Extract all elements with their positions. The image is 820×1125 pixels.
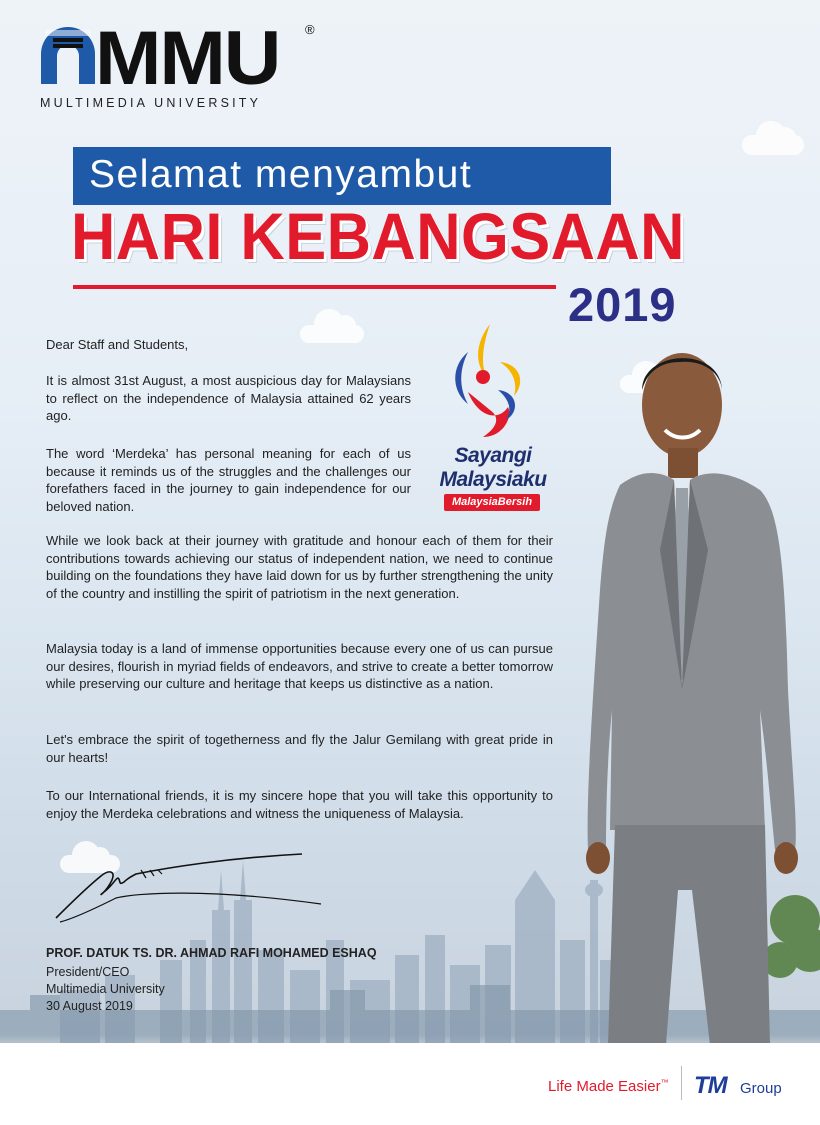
- tm-group-text: Group: [740, 1080, 782, 1097]
- headline-year: 2019: [568, 278, 677, 331]
- letter-salutation: Dear Staff and Students,: [46, 337, 189, 352]
- president-portrait: [570, 330, 820, 1045]
- sayangi-malaysiaku-logo: [428, 322, 558, 508]
- tagline-text: Life Made Easier: [548, 1078, 661, 1095]
- handwritten-signature: [46, 848, 346, 928]
- merdeka-emblem-icon: [428, 322, 558, 442]
- footer-tagline: [548, 1078, 669, 1095]
- malaysia-bersih-text: MalaysiaBersih: [451, 496, 533, 508]
- letter-paragraph: To our International friends, it is my sincere hope that you will take this opportunity to enjoy the Merdeka celebrations and witness the uniqueness of Malaysia.: [46, 788, 553, 821]
- signatory-name: PROF. DATUK TS. DR. AHMAD RAFI MOHAMED ESHAQ: [46, 946, 377, 960]
- cloud-decoration: [742, 135, 804, 155]
- letter-paragraph: It is almost 31st August, a most auspicious day for Malaysians to reflect on the independence of Malaysia attained 62 years ago.: [46, 373, 411, 423]
- malaysiaku-text: Malaysiaku: [439, 468, 547, 491]
- letter-paragraph: Let's embrace the spirit of togetherness and fly the Jalur Gemilang with great pride in our hearts!: [46, 732, 553, 765]
- headline-main: HARI KEBANGSAAN: [71, 199, 685, 273]
- logo-subtitle: MULTIMEDIA UNIVERSITY: [40, 96, 262, 110]
- tm-logo: TM: [694, 1072, 727, 1099]
- headline-line1: Selamat menyambut: [89, 153, 473, 196]
- letter-date: 30 August 2019: [46, 999, 133, 1013]
- sayangi-text: Sayangi: [454, 444, 532, 467]
- logo-wordmark: MMU: [95, 16, 280, 101]
- letter-paragraph: While we look back at their journey with gratitude and honour each of them for their contributions towards achieving our status of independent nation, we need to continue building on the foundations they have laid down for us by further strengthening the unity of the country and instilling the spirit of patriotism in the next generation.: [46, 533, 553, 601]
- registered-mark: ®: [305, 22, 315, 37]
- headline-divider: [73, 285, 556, 289]
- letter-paragraph: The word ‘Merdeka’ has personal meaning for each of us because it reminds us of the struggles and the challenges our forefathers faced in the journey to gain independence for our beloved nation.: [46, 446, 411, 514]
- mmu-emblem-icon: [35, 24, 101, 92]
- headline-banner: [73, 147, 611, 205]
- signatory-organization: Multimedia University: [46, 982, 165, 996]
- signatory-title: President/CEO: [46, 965, 130, 979]
- footer-divider: [681, 1066, 682, 1100]
- trademark-mark: ™: [660, 1078, 669, 1087]
- letter-paragraph: Malaysia today is a land of immense opportunities because every one of us can pursue our desires, flourish in myriad fields of endeavors, and strive to create a better tomorrow while preserving our culture and heritage that keeps us distinctive as a nation.: [46, 641, 553, 691]
